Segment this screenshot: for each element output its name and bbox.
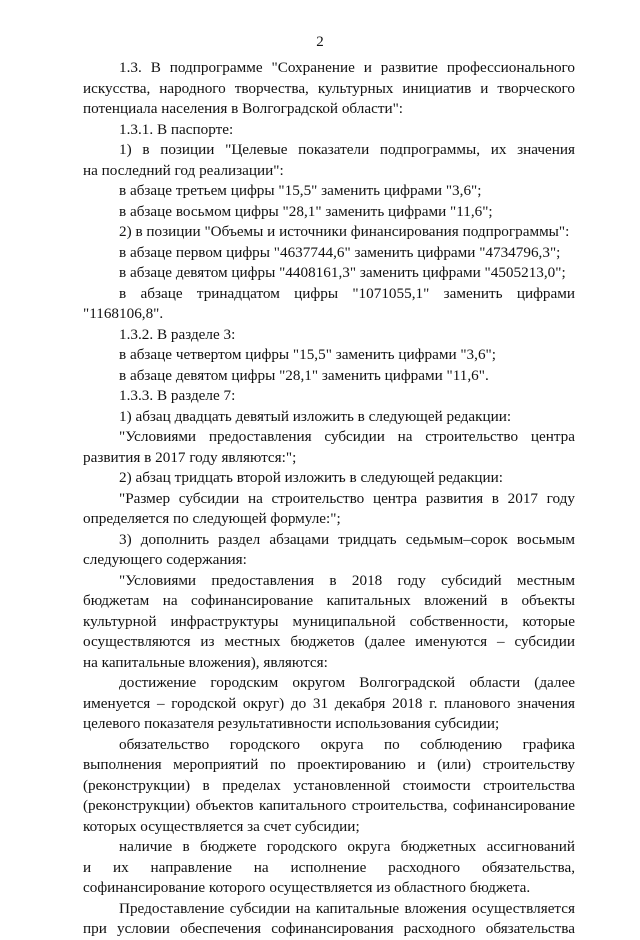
text-line: 1.3.2. В разделе 3:: [119, 325, 236, 343]
text-line: в абзаце девятом цифры "28,1" заменить цифрами "11,6".: [119, 366, 489, 384]
text-line: 1.3.1. В паспорте:: [119, 120, 234, 138]
text-line: на капитальные вложения), являются:: [83, 653, 328, 671]
text-line: 3) дополнить раздел абзацами тридцать седьмым–сорок восьмым: [119, 530, 575, 548]
text-line: 1) в позиции "Целевые показатели подпрограммы, их значения: [119, 141, 575, 158]
text-line: потенциала населения в Волгоградской области":: [83, 100, 404, 117]
text-line: Предоставление субсидии на капитальные вложения осуществляется: [119, 899, 575, 917]
text-line: в абзаце четвертом цифры "15,5" заменить цифрами "3,6";: [119, 346, 496, 363]
text-line: достижение городским округом Волгоградской области (далее: [119, 674, 575, 691]
text-line: именуется – городской округ) до 31 декабря 2018 г. планового значения: [83, 694, 575, 712]
text-line: 2) в позиции "Объемы и источники финансирования подпрограммы":: [119, 223, 570, 240]
text-line: софинансирование которого осуществляется из областного бюджета.: [83, 879, 531, 896]
text-line: на последний год реализации":: [83, 161, 284, 179]
text-line: определяется по следующей формуле:";: [83, 510, 341, 527]
text-line: "1168106,8".: [83, 305, 164, 322]
text-line: выполнения мероприятий по проектированию и (или) строительству: [83, 756, 575, 773]
text-line: следующего содержания:: [83, 551, 247, 568]
text-line: в абзаце тринадцатом цифры "1071055,1" заменить цифрами: [119, 284, 575, 302]
text-line: наличие в бюджете городского округа бюджетных ассигнований: [119, 838, 575, 855]
text-line: "Условиями предоставления субсидии на строительство центра: [119, 428, 575, 445]
text-line: искусства, народного творчества, культурных инициатив и творческого: [83, 79, 575, 97]
text-line: (реконструкции) в пределах установленной стоимости строительства: [83, 776, 575, 794]
text-line: при условии обеспечения софинансирования расходного обязательства: [83, 920, 575, 937]
text-line: культурной инфраструктуры муниципальной собственности, которые: [83, 612, 575, 630]
text-line: 1.3. В подпрограмме "Сохранение и развитие профессионального: [119, 59, 575, 76]
text-line: бюджетам на софинансирование капитальных вложений в объекты: [83, 592, 575, 609]
document-body: [83, 58, 575, 940]
text-line: 1) абзац двадцать девятый изложить в следующей редакции:: [119, 407, 512, 425]
text-line: целевого показателя результативности использования субсидии;: [83, 715, 500, 732]
text-line: осуществляются из местных бюджетов (далее именуются – субсидии: [83, 633, 575, 650]
text-line: 1.3.3. В разделе 7:: [119, 387, 236, 404]
text-line: 2) абзац тридцать второй изложить в следующей редакции:: [119, 469, 503, 486]
text-line: в абзаце третьем цифры "15,5" заменить цифрами "3,6";: [119, 182, 482, 199]
text-line: и их направление на исполнение расходного обязательства,: [83, 858, 575, 876]
text-line: в абзаце восьмом цифры "28,1" заменить цифрами "11,6";: [119, 202, 493, 220]
text-line: в абзаце первом цифры "4637744,6" заменить цифрами "4734796,3";: [119, 243, 561, 261]
text-line: обязательство городского округа по соблюдению графика: [119, 735, 575, 753]
text-line: "Условиями предоставления в 2018 году субсидий местным: [119, 571, 575, 589]
text-line: "Размер субсидии на строительство центра развития в 2017 году: [119, 489, 575, 507]
page-number: 2: [316, 34, 324, 50]
text-line: в абзаце девятом цифры "4408161,3" заменить цифрами "4505213,0";: [119, 264, 566, 281]
text-line: которых осуществляется за счет субсидии;: [83, 817, 360, 835]
text-line: развития в 2017 году являются:";: [83, 448, 297, 466]
text-line: (реконструкции) объектов капитального строительства, софинансирование: [83, 797, 575, 814]
